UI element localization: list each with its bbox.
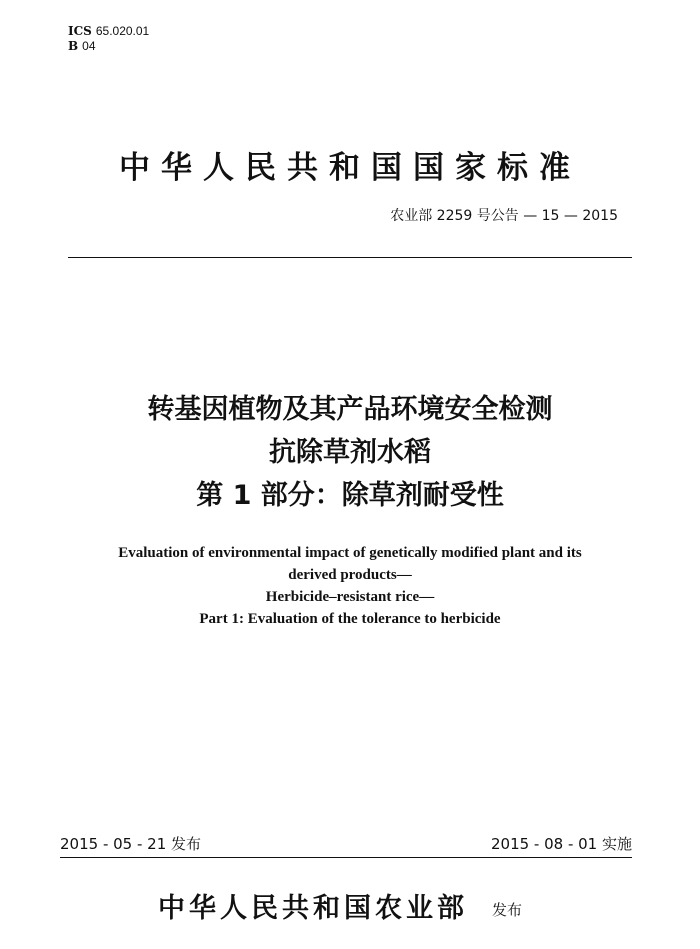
chinese-title-line-1: 转基因植物及其产品环境安全检测 xyxy=(147,394,553,425)
issuing-authority: 中华人民共和国农业部 xyxy=(158,893,468,924)
ccs-label: B xyxy=(68,39,79,53)
issue-date: 2015 - 05 - 21 发布 xyxy=(60,835,202,853)
footer-divider xyxy=(60,857,632,858)
ics-label: ICS xyxy=(68,24,92,38)
ics-value: 65.020.01 xyxy=(95,24,150,38)
ics-code xyxy=(68,24,149,39)
english-title-line-3: Herbicide–resistant rice— xyxy=(265,589,435,605)
english-title-line-1: Evaluation of environmental impact of genetically modified plant and its xyxy=(118,545,582,561)
header-divider xyxy=(68,257,632,258)
ccs-code xyxy=(68,39,149,54)
english-title-line-4: Part 1: Evaluation of the tolerance to herbicide xyxy=(199,611,501,627)
english-title xyxy=(0,542,700,630)
english-title-line-2: derived products— xyxy=(288,567,412,583)
chinese-title xyxy=(0,388,700,517)
standard-title: 中华人民共和国国家标准 xyxy=(119,150,581,186)
implementation-date: 2015 - 08 - 01 实施 xyxy=(490,835,632,853)
chinese-title-line-2: 抗除草剂水稻 xyxy=(269,437,431,468)
classification-codes xyxy=(68,24,149,54)
issuing-authority-suffix: 发布 xyxy=(492,901,523,919)
standard-number: 农业部 2259 号公告 — 15 — 2015 xyxy=(390,208,618,224)
chinese-title-line-3: 第 1 部分：除草剂耐受性 xyxy=(196,480,504,511)
ccs-value: 04 xyxy=(82,39,96,53)
